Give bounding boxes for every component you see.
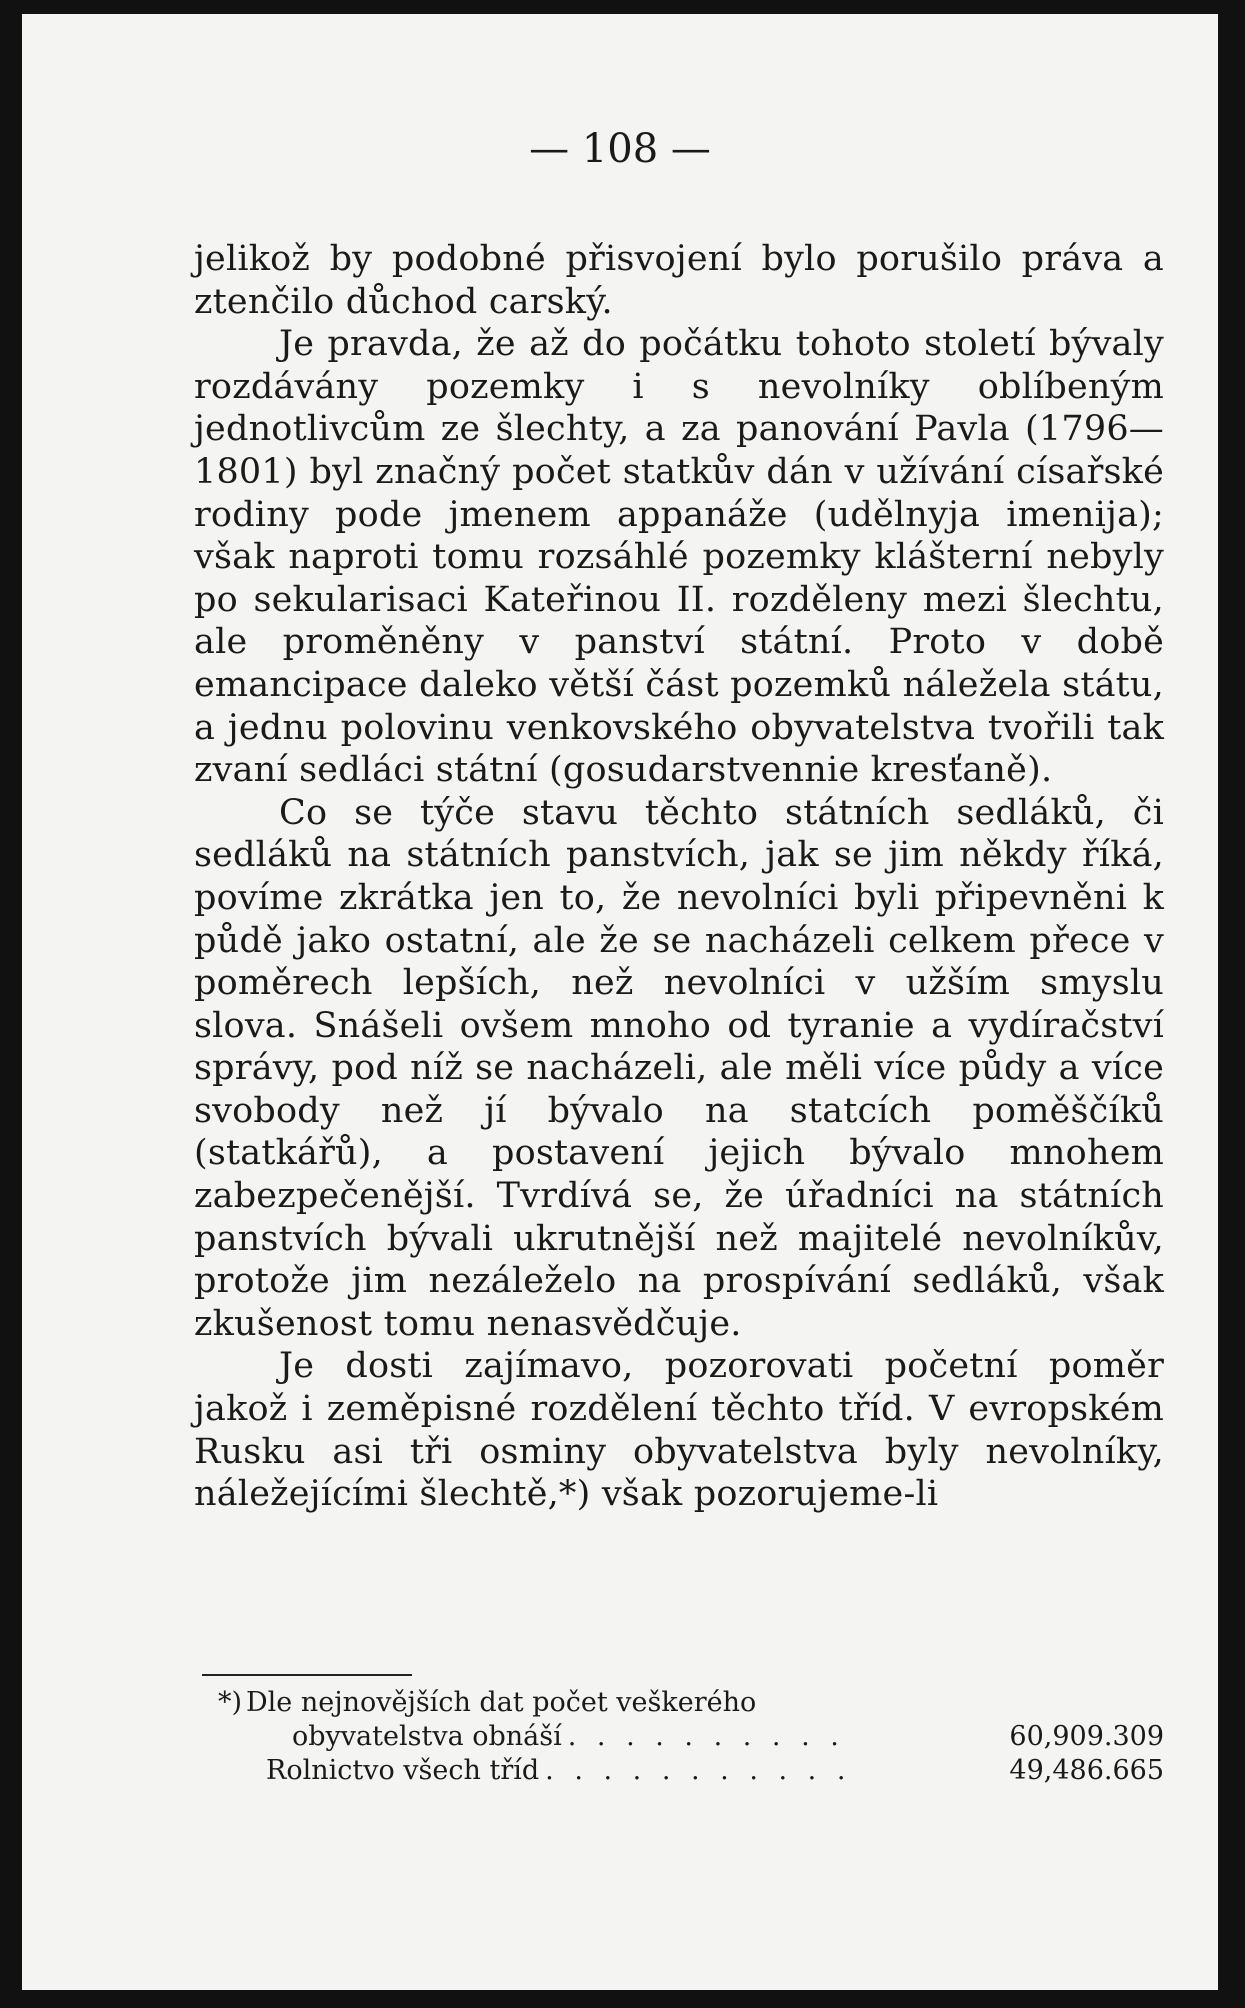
paragraph: Je pravda, že až do počátku tohoto století bývaly rozdávány pozemky i s nevolníky oblíbeným jednotlivcům ze šlechty, a za panování Pavla (1796—1801) byl značný počet statkův dán v užívání císařské rodiny pode jmenem appanáže (udělnyja imenija); však naproti tomu rozsáhlé pozemky klášterní nebyly po sekularisaci Kateřinou II. rozděleny mezi šlechtu, ale proměněny v panství státní. Proto v době emancipace daleko větší část pozemků náležela státu, a jednu polovinu venkovského obyvatelstva tvořili tak zvaní sedláci státní (gosudarstvennie kresťaně).: [194, 324, 1164, 791]
footnote-row-value: 60,909.309: [1009, 1721, 1164, 1752]
footnote-marker: *): [217, 1687, 242, 1718]
footnote-intro: Dle nejnovějších dat počet veškerého: [246, 1687, 757, 1718]
footnote-row: [202, 1720, 1164, 1754]
footnote-row-leader: . . . . . . . . . . .: [545, 1755, 852, 1786]
footnote: [202, 1686, 1164, 1788]
page-number: — 108 —: [529, 126, 711, 172]
paragraph: Je dosti zajímavo, pozorovati početní poměr jakož i zeměpisné rozdělení těchto tříd. V evropském Rusku asi tři osminy obyvatelstva byly nevolníky, náležejícími šlechtě,*) však pozorujeme-li: [194, 1346, 1164, 1515]
footnote-row-label: Rolnictvo všech tříd: [266, 1755, 540, 1786]
paragraph-continuation: jelikož by podobné přisvojení bylo porušilo práva a ztenčilo důchod carský.: [194, 239, 1164, 322]
body-text: [194, 238, 1164, 1516]
paragraph: Co se týče stavu těchto státních sedláků, či sedláků na státních panstvích, jak se jim někdy říká, povíme zkrátka jen to, že nevolníci byli připevněni k půdě jako ostatní, ale že se nacházeli celkem přece v poměrech lepších, než nevolníci v užším smyslu slova. Snášeli ovšem mnoho od tyranie a vydíračství správy, pod níž se nacházeli, ale měli více půdy a více svobody než jí bývalo na statcích poměščíků (statkářů), a postavení jejich bývalo mnohem zabezpečenější. Tvrdívá se, že úřadníci na státních panstvích bývali ukrutnější než majitelé nevolníkův, protože jim nezáleželo na prospívání sedláků, však zkušenost tomu nenasvědčuje.: [194, 792, 1164, 1344]
book-page: [22, 14, 1218, 1990]
footnote-row-label: obyvatelstva obnáší: [292, 1721, 562, 1752]
footnote-row-value: 49,486.665: [1009, 1755, 1164, 1786]
footnote-row-leader: . . . . . . . . . .: [567, 1721, 845, 1752]
footnote-row: [202, 1754, 1164, 1788]
footnote-intro-line: [202, 1686, 1164, 1720]
footnote-divider: [202, 1674, 412, 1676]
